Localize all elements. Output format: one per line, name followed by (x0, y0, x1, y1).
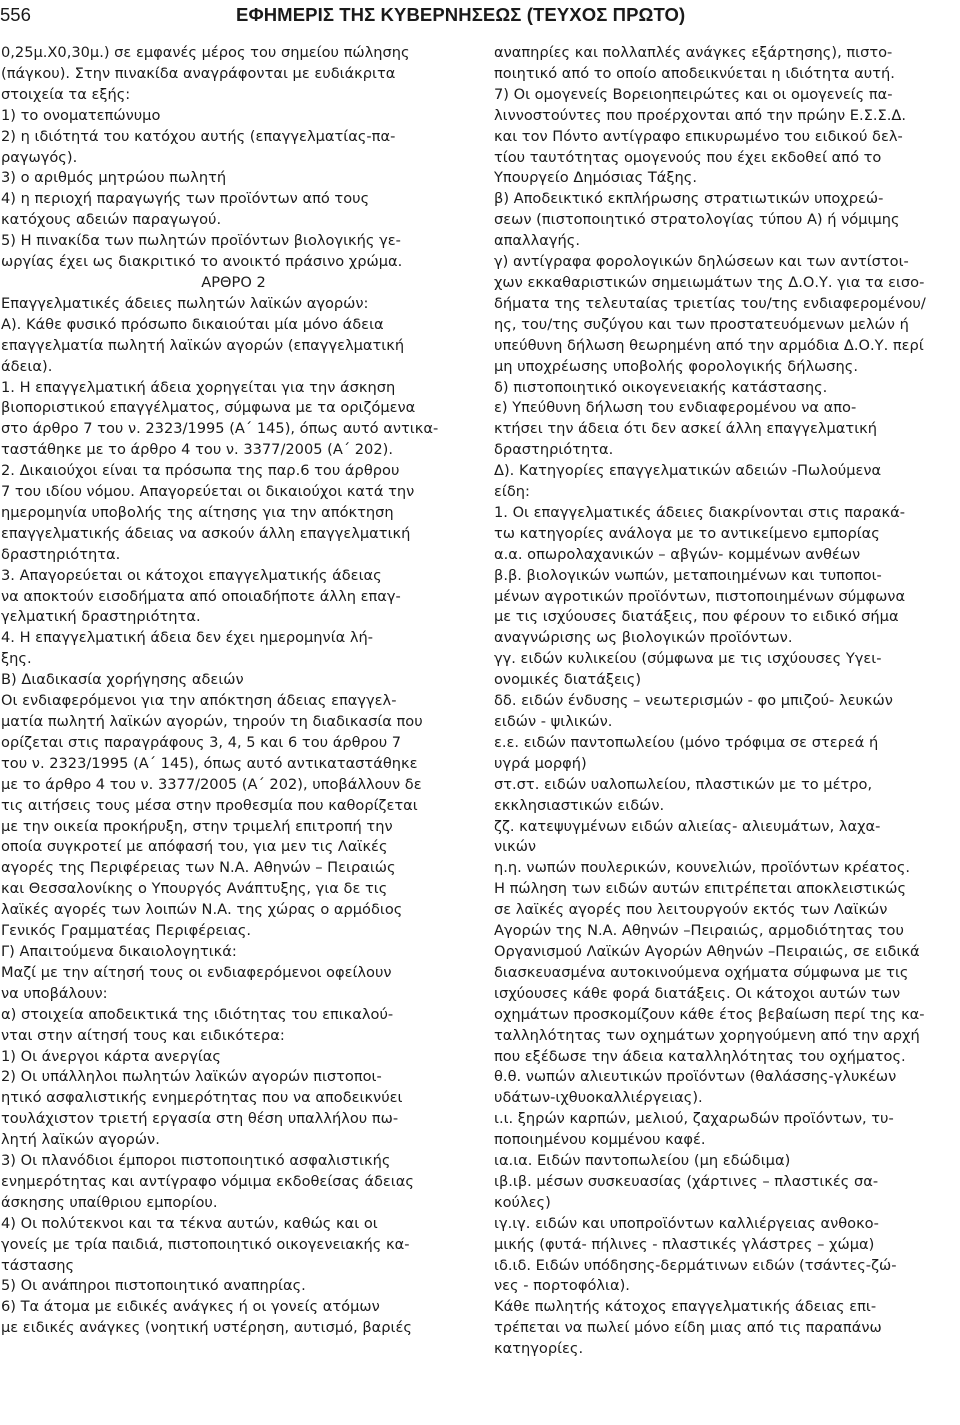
text-line: η.η. νωπών πουλερικών, κουνελιών, προϊόντων κρέατος. (494, 859, 911, 877)
text-line: ε.ε. ειδών παντοπωλείου (μόνο τρόφιμα σε στερεά ή (494, 733, 879, 751)
text-line: ονομικές διατάξεις) (494, 671, 642, 689)
text-line: τρέπεται να πωλεί μόνο είδη μιας από τις παραπάνω (494, 1319, 882, 1337)
text-line: ωργίας έχει ως διακριτικό το ανοικτό πράσινο χρώμα. (1, 253, 403, 271)
text-line: 1. Οι επαγγελματικές άδειες διακρίνονται στις παρακά- (494, 503, 905, 521)
text-line: και Θεσσαλονίκης ο Υπουργός Ανάπτυξης, για δε τις (1, 880, 388, 898)
text-line: σε λαϊκές αγορές που λειτουργούν εκτός των Λαϊκών (494, 901, 888, 919)
text-line: με την οικεία προκήρυξη, στην τριμελή επιτροπή την (1, 817, 393, 835)
text-line: να υποβάλουν: (1, 984, 108, 1002)
text-line: απαλλαγής. (494, 232, 581, 250)
text-line: λητή λαϊκών αγορών. (1, 1131, 160, 1149)
text-line: τω κατηγορίες ανάλογα με το αντικείμενο εμπορίας (494, 524, 880, 542)
text-line: ιγ.ιγ. ειδών και υποπροϊόντων καλλιέργειας ανθοκο- (494, 1214, 879, 1232)
text-line: δραστηριότητα. (494, 441, 614, 459)
text-line: ημερομηνία υποβολής της αίτησης για την απόκτηση (1, 503, 394, 521)
text-line: 7 του ιδίου νόμου. Απαγορεύεται οι δικαιούχοι κατά την (1, 483, 415, 501)
text-line: ποιητικό από το οποίο αποδεικνύεται η ιδιότητα αυτή. (494, 64, 895, 82)
text-line: κατηγορίες. (494, 1340, 584, 1358)
text-line: επαγγελματία πωλητή λαϊκών αγορών (επαγγελματική (1, 336, 405, 354)
text-line: και τον Πόντο αντίγραφο επικυρωμένο του ειδικού δελ- (494, 127, 903, 145)
text-line: υγρά μορφή) (494, 754, 587, 772)
text-line: ορίζεται στις παραγράφους 3, 4, 5 και 6 του άρθρου 7 (1, 733, 402, 751)
text-line: να αποκτούν εισοδήματα από οποιαδήποτε άλλη επαγ- (1, 587, 401, 605)
text-line: ιβ.ιβ. μέσων συσκευασίας (χάρτινες – πλαστικές σα- (494, 1172, 879, 1190)
text-line: (πάγκου). Στην πινακίδα αναγράφονται με ευδιάκριτα (1, 64, 396, 82)
text-line: δδ. ειδών ένδυσης – νεωτερισμών - φο μπιζού- λευκών (494, 692, 893, 710)
text-line: 3) Οι πλανόδιοι έμποροι πιστοποιητικό ασφαλιστικής (1, 1152, 391, 1170)
text-line: νικών (494, 838, 537, 856)
text-line: ξης. (1, 650, 32, 668)
text-line: Γενικός Γραμματέας Περιφέρειας. (1, 922, 252, 940)
text-line: ητικό ασφαλιστικής ενημερότητας που να αποδεικνύει (1, 1089, 403, 1107)
text-line: δραστηριότητα. (1, 545, 121, 563)
text-line: γονείς με τρία παιδιά, πιστοποιητικό οικογενειακής κα- (1, 1235, 410, 1253)
text-line: Α). Κάθε φυσικό πρόσωπο δικαιούται μία μόνο άδεια (1, 315, 384, 333)
text-line: νες - πορτοφόλια). (494, 1277, 630, 1295)
text-line: ισχύουσες κάθε φορά διατάξεις. Οι κάτοχοι αυτών των (494, 984, 901, 1002)
text-line: κατόχους αδειών παραγωγού. (1, 211, 222, 229)
text-line: 3) ο αριθμός μητρώου πωλητή (1, 169, 227, 187)
text-line: γελματική δραστηριότητα. (1, 608, 201, 626)
text-line: 2) Οι υπάλληλοι πωλητών λαϊκών αγορών πιστοποι- (1, 1068, 382, 1086)
text-line: αναγνώρισης ως βιολογικών προϊόντων. (494, 629, 793, 647)
text-line: διασκευασμένα αυτοκινούμενα οχήματα σύμφωνα με τις (494, 963, 909, 981)
text-line: οποία συγκροτεί με απόφασή του, για μεν τις Λαϊκές (1, 838, 388, 856)
text-line: 2) η ιδιότητά του κατόχου αυτής (επαγγελματίας-πα- (1, 127, 396, 145)
text-line: 1) Οι άνεργοι κάρτα ανεργίας (1, 1047, 221, 1065)
text-line: ε) Υπεύθυνη δήλωση του ενδιαφερομένου να απο- (494, 399, 857, 417)
text-line: άδεια). (1, 357, 53, 375)
text-line: ια.ια. Ειδών παντοπωλείου (μη εδώδιμα) (494, 1152, 791, 1170)
text-line: 7) Οι ομογενείς Βορειοηπειρώτες και οι ομογενείς πα- (494, 85, 893, 103)
text-line: 6) Τα άτομα με ειδικές ανάγκες ή οι γονείς ατόμων (1, 1298, 380, 1316)
text-line: γ) αντίγραφα φορολογικών δηλώσεων και των αντίστοι- (494, 253, 909, 271)
text-line: β.β. βιολογικών νωπών, μεταποιημένων και τυποποι- (494, 566, 882, 584)
text-line: Η πώληση των ειδών αυτών επιτρέπεται αποκλειστικώς (494, 880, 907, 898)
text-line: τις αιτήσεις τους μέσα στην προθεσμία που καθορίζεται (1, 796, 418, 814)
text-line: β) Αποδεικτικό εκπλήρωσης στρατιωτικών υποχρεώ- (494, 190, 884, 208)
text-line: νται στην αίτησή τους και ειδικότερα: (1, 1026, 285, 1044)
text-line: 1. Η επαγγελματική άδεια χορηγείται για την άσκηση (1, 378, 396, 396)
text-line: που εξέδωσε την άδεια καταλληλότητας του οχήματος. (494, 1047, 906, 1065)
text-line: ταστάθηκε με το άρθρο 4 του ν. 3377/2005 (Α΄ 202). (1, 441, 393, 459)
text-line: Κάθε πωλητής κάτοχος επαγγελματικής άδειας επι- (494, 1298, 877, 1316)
text-line: ειδών - ψιλικών. (494, 713, 613, 730)
text-line: αναπηρίες και πολλαπλές ανάγκες εξάρτησης), πιστο- (494, 44, 893, 61)
text-line: τίου ταυτότητας ομογενούς που έχει εκδοθεί από το (494, 148, 882, 166)
text-line: κούλες) (494, 1193, 551, 1211)
text-line: ραγωγός). (1, 148, 78, 166)
text-line: 4. Η επαγγελματική άδεια δεν έχει ημερομηνία λή- (1, 629, 374, 647)
text-line: λιννοστούντες που προέρχονται από την πρώην Ε.Σ.Σ.Δ. (494, 106, 906, 124)
text-line: τουλάχιστον τριετή εργασία στη θέση υπαλλήλου πω- (1, 1110, 399, 1128)
text-line: θ.θ. νωπών αλιευτικών προϊόντων (θαλάσσης-γλυκέων (494, 1068, 897, 1086)
text-line: Δ). Κατηγορίες επαγγελματικών αδειών -Πωλούμενα (494, 462, 882, 480)
text-line: τάστασης (1, 1256, 75, 1274)
text-line: ενημερότητας και αντίγραφο νόμιμα εκδοθείσας άδειας (1, 1172, 414, 1190)
text-line: 4) Οι πολύτεκνοι και τα τέκνα αυτών, καθώς και οι (1, 1214, 378, 1232)
text-line: υδάτων-ιχθυοκαλλιέργειας). (494, 1089, 703, 1107)
text-line: μη υποχρέωσης υποβολής φορολογικής δήλωσης. (494, 357, 859, 375)
text-line: βιοποριστικού επαγγέλματος, σύμφωνα με τα οριζόμενα (1, 399, 416, 417)
text-line: Β) Διαδικασία χορήγησης αδειών (1, 671, 244, 689)
text-line: χων εκκαθαριστικών σημειωμάτων της Δ.Ο.Υ. για τα εισο- (494, 273, 925, 291)
text-line: ζζ. κατεψυγμένων ειδών αλιείας- αλιευμάτων, λαχα- (494, 817, 881, 835)
text-line: Αγορών της Ν.Α. Αθηνών –Πειραιώς, αρμοδιότητας του (494, 922, 904, 940)
text-line: δ) πιστοποιητικό οικογενειακής κατάστασης. (494, 378, 828, 396)
text-line: ποποιημένου κομμένου καφέ. (494, 1131, 706, 1149)
text-line: 2. Δικαιούχοι είναι τα πρόσωπα της παρ.6 του άρθρου (1, 462, 400, 480)
right-column (494, 43, 959, 1360)
text-line: 1) το ονοματεπώνυμο (1, 106, 161, 124)
text-line: Οι ενδιαφερόμενοι για την απόκτηση άδειας επαγγελ- (1, 692, 397, 710)
text-line: Υπουργείο Δημόσιας Τάξης. (494, 169, 697, 187)
text-line: 3. Απαγορεύεται οι κάτοχοι επαγγελματικής άδειας (1, 566, 382, 584)
page-number: 556 (0, 4, 31, 25)
text-line: ματία πωλητή λαϊκών αγορών, τηρούν τη διαδικασία που (1, 713, 423, 730)
text-line: μικής (φυτά- πήλινες - πλαστικές γλάστρες – χώμα) (494, 1235, 875, 1253)
text-line: 0,25μ.Χ0,30μ.) σε εμφανές μέρος του σημείου πώλησης (1, 44, 410, 61)
text-line: υπεύθυνη δήλωση θεωρημένη από την αρμόδια Δ.Ο.Υ. περί (494, 336, 924, 354)
text-line: Γ) Απαιτούμενα δικαιολογητικά: (1, 942, 237, 960)
text-line: άσκησης υπαίθριου εμπορίου. (1, 1193, 218, 1211)
text-line: επαγγελματικής άδειας να ασκούν άλλη επαγγελματική (1, 524, 411, 542)
text-line: α) στοιχεία αποδεικτικά της ιδιότητας του επικαλού- (1, 1005, 394, 1023)
text-line: αγορές της Περιφέρειας των Ν.Α. Αθηνών – Πειραιώς (1, 859, 396, 877)
text-line: α.α. οπωρολαχανικών – αβγών- κομμένων ανθέων (494, 545, 861, 563)
text-line: εκκλησιαστικών ειδών. (494, 796, 665, 814)
text-line: μένων αγροτικών προϊόντων, πιστοποιημένων σύμφωνα (494, 587, 906, 605)
text-line: δήματα της τελευταίας τριετίας του/της ενδιαφερομένου/ (494, 294, 926, 312)
text-line: κτήσει την άδεια ότι δεν ασκεί άλλη επαγγελματική (494, 420, 878, 438)
gazette-title: ΕΦΗΜΕΡΙΣ ΤΗΣ ΚΥΒΕΡΝΗΣΕΩΣ (ΤΕΥΧΟΣ ΠΡΩΤΟ) (236, 4, 686, 25)
text-line: στ.στ. ειδών υαλοπωλείου, πλαστικών με το μέτρο, (494, 775, 873, 793)
text-line: ταλληλότητας των οχημάτων χορηγούμενη από την αρχή (494, 1026, 920, 1044)
text-line: ιδ.ιδ. Ειδών υπόδησης-δερμάτινων ειδών (τσάντες-ζώ- (494, 1256, 897, 1274)
text-line: 5) Η πινακίδα των πωλητών προϊόντων βιολογικής γε- (1, 232, 401, 250)
text-line: με το άρθρο 4 του ν. 3377/2005 (Α΄ 202), υποβάλλουν δε (1, 775, 422, 793)
text-line: σεων (πιστοποιητικό στρατολογίας τύπου Α) ή νόμιμης (494, 211, 900, 229)
left-column (1, 43, 466, 1339)
text-line: 4) η περιοχή παραγωγής των προϊόντων από τους (1, 190, 370, 208)
text-line: γγ. ειδών κυλικείου (σύμφωνα με τις ισχύουσες Υγει- (494, 650, 882, 668)
text-line: στο άρθρο 7 του ν. 2323/1995 (Α΄ 145), όπως αυτό αντικα- (1, 420, 439, 438)
text-line: ι.ι. ξηρών καρπών, μελιού, ζαχαρωδών προϊόντων, τυ- (494, 1110, 894, 1128)
text-line: στοιχεία τα εξής: (1, 85, 131, 103)
text-line: του ν. 2323/1995 (Α΄ 145), όπως αυτό αντικαταστάθηκε (1, 754, 418, 772)
article-heading: ΑΡΘΡΟ 2 (201, 273, 266, 291)
text-line: λαϊκές αγορές των λοιπών Ν.Α. της χώρας ο αρμόδιος (1, 901, 403, 919)
page-header (0, 0, 960, 36)
text-line: οχημάτων προσκομίζουν κάθε έτος βεβαίωση περί της κα- (494, 1005, 925, 1023)
text-line: Οργανισμού Λαϊκών Αγορών Αθηνών –Πειραιώς, σε ειδικά (494, 942, 920, 960)
text-line: είδη: (494, 483, 530, 501)
text-line: με τις ισχύουσες διατάξεις, που φέρουν το ειδικό σήμα (494, 608, 899, 626)
text-line: Μαζί με την αίτησή τους οι ενδιαφερόμενοι οφείλουν (1, 963, 392, 981)
text-line: ης, του/της συζύγου και των προστατευόμενων μελών ή (494, 315, 909, 333)
text-line: με ειδικές ανάγκες (νοητική υστέρηση, αυτισμό, βαριές (1, 1319, 412, 1337)
text-line: 5) Οι ανάπηροι πιστοποιητικό αναπηρίας. (1, 1277, 306, 1295)
text-line: Επαγγελματικές άδειες πωλητών λαϊκών αγορών: (1, 294, 369, 312)
